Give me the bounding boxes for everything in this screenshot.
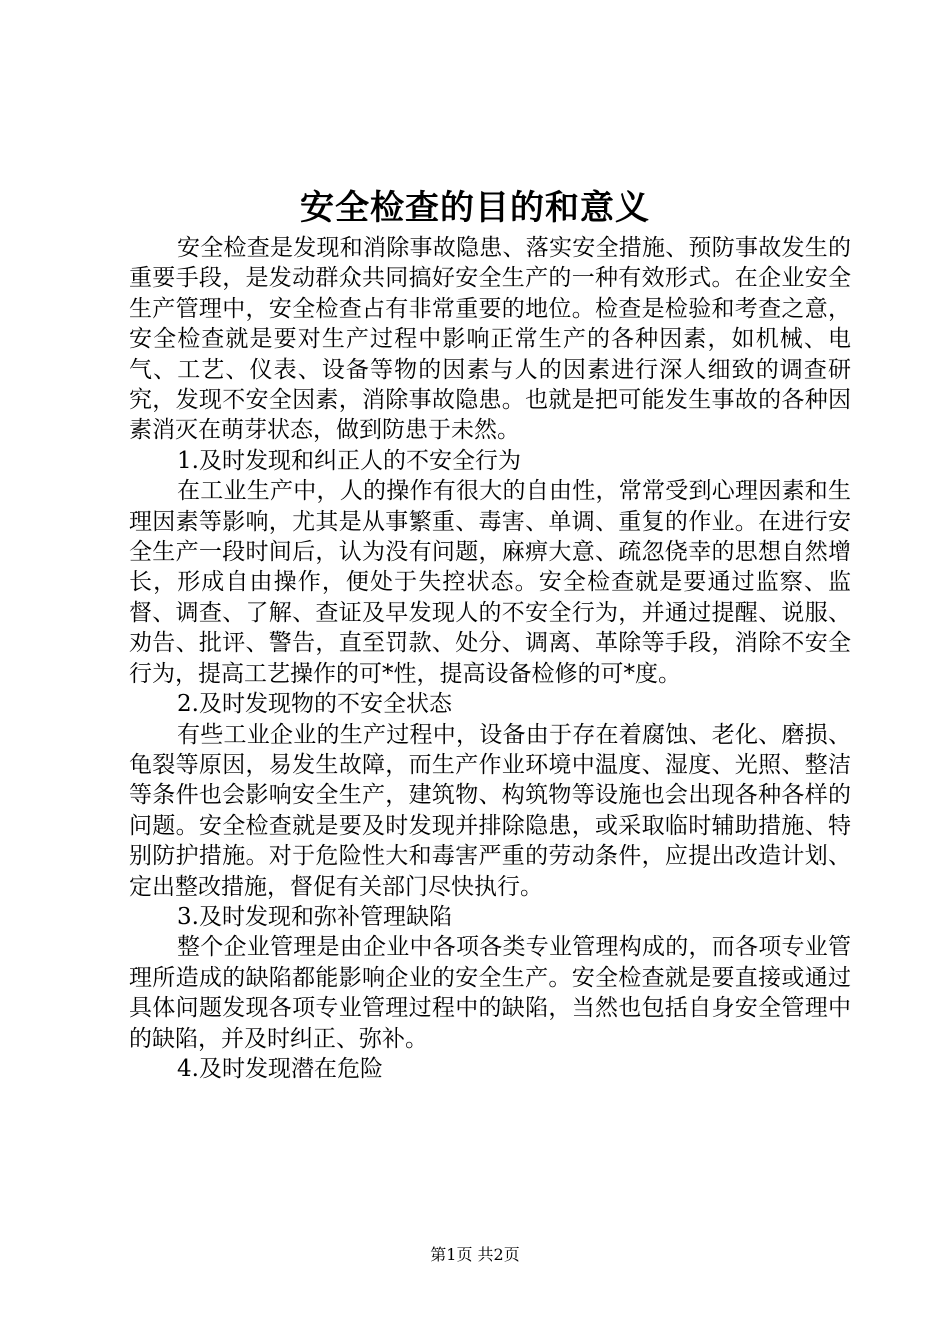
- section-paragraph-1: 在工业生产中，人的操作有很大的自由性，常常受到心理因素和生理因素等影响，尤其是从事繁重、毒害、单调、重复的作业。在进行安全生产一段时间后，认为没有问题，麻痹大意、疏忽侥幸的思想自然增长，形成自由操作，便处于失控状态。安全检查就是要通过监察、监督、调查、了解、查证及早发现人的不安全行为，并通过提醒、说服、劝告、批评、警告，直至罚款、处分、调离、革除等手段，消除不安全行为，提高工艺操作的可*性，提高设备检修的可*度。: [129, 478, 851, 687]
- section-paragraph-2: 有些工业企业的生产过程中，设备由于存在着腐蚀、老化、磨损、龟裂等原因，易发生故障，而生产作业环境中温度、湿度、光照、整洁等条件也会影响安全生产，建筑物、构筑物等设施也会出现各种各样的问题。安全检查就是要及时发现并排除隐患，或采取临时辅助措施、特别防护措施。对于危险性大和毒害严重的劳动条件，应提出改造计划、定出整改措施，督促有关部门尽快执行。: [129, 721, 851, 900]
- section-paragraph-3: 整个企业管理是由企业中各项各类专业管理构成的，而各项专业管理所造成的缺陷都能影响企业的安全生产。安全检查就是要直接或通过具体问题发现各项专业管理过程中的缺陷，当然也包括自身安全管理中的缺陷，并及时纠正、弥补。: [129, 934, 851, 1052]
- document-title: 安全检查的目的和意义: [300, 188, 650, 228]
- intro-paragraph: 安全检查是发现和消除事故隐患、落实安全措施、预防事故发生的重要手段，是发动群众共同搞好安全生产的一种有效形式。在企业安全生产管理中，安全检查占有非常重要的地位。检查是检验和考查之意，安全检查就是要对生产过程中影响正常生产的各种因素，如机械、电气、工艺、仪表、设备等物的因素与人的因素进行深人细致的调查研究，发现不安全因素，消除事故隐患。也就是把可能发生事故的各种因素消灭在萌芽状态，做到防患于未然。: [129, 235, 851, 444]
- page-footer: 第1页 共2页: [430, 1245, 520, 1264]
- document-body: [129, 233, 851, 1084]
- section-heading-3: 3.及时发现和弥补管理缺陷: [177, 903, 452, 930]
- section-heading-4: 4.及时发现潜在危险: [177, 1055, 383, 1082]
- section-heading-1: 1.及时发现和纠正人的不安全行为: [177, 447, 521, 474]
- section-heading-2: 2.及时发现物的不安全状态: [177, 691, 452, 718]
